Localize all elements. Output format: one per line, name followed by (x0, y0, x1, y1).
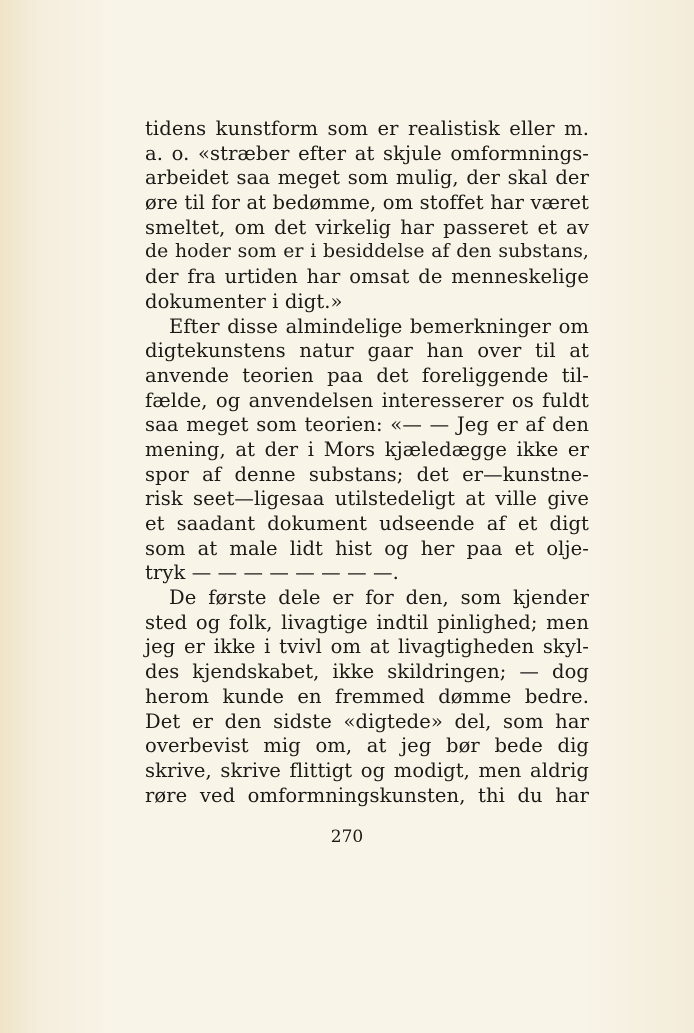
text-line: De første dele er for den, som kjender (169, 586, 589, 610)
text-line: overbevist mig om, at jeg bør bede dig (145, 734, 589, 758)
text-line: dokumenter i digt.» (145, 289, 343, 313)
text-line: herom kunde en fremmed dømme bedre. (145, 684, 589, 708)
text-line: tryk — — — — — — — —. (145, 561, 399, 585)
text-line: røre ved omformningskunsten, thi du har (145, 783, 589, 807)
text-line: øre til for at bedømme, om stoffet har været (145, 191, 589, 215)
text-line: der fra urtiden har omsat de menneskelige (145, 265, 589, 289)
body-text (145, 117, 589, 808)
text-line: et saadant dokument udseende af et digt (145, 512, 589, 535)
text-line: som at male lidt hist og her paa et olje- (145, 536, 589, 560)
text-line: de hoder som er i besiddelse af den substans, (145, 241, 589, 263)
text-line: a. o. «stræber efter at skjule omformnings- (145, 141, 589, 165)
text-line: spor af denne substans; det er—kunstne- (145, 462, 589, 486)
text-line: anvende teorien paa det foreliggende til- (145, 363, 589, 387)
text-line: saa meget som teorien: «— — Jeg er af den (145, 413, 589, 437)
text-line: skrive, skrive flittigt og modigt, men aldrig (145, 758, 589, 782)
page-number: 270 (330, 827, 364, 847)
text-line: jeg er ikke i tvivl om at livagtigheden skyl- (145, 635, 589, 659)
text-line: smeltet, om det virkelig har passeret et av (145, 215, 589, 239)
text-line: des kjendskabet, ikke skildringen; — dog (145, 660, 589, 684)
text-line: tidens kunstform som er realistisk eller m. (145, 117, 589, 140)
text-line: mening, at der i Mors kjæledægge ikke er (145, 437, 589, 461)
text-line: sted og folk, livagtige indtil pinlighed; men (145, 610, 589, 634)
text-line: arbeidet saa meget som mulig, der skal der (145, 166, 589, 190)
text-line: fælde, og anvendelsen interesserer os fuldt (145, 388, 589, 412)
text-line: Efter disse almindelige bemerkninger om (169, 314, 589, 338)
text-line: digtekunstens natur gaar han over til at (145, 339, 589, 363)
text-line: risk seet—ligesaa utilstedeligt at ville give (145, 487, 589, 511)
text-line: Det er den sidste «digtede» del, som har (145, 709, 589, 733)
